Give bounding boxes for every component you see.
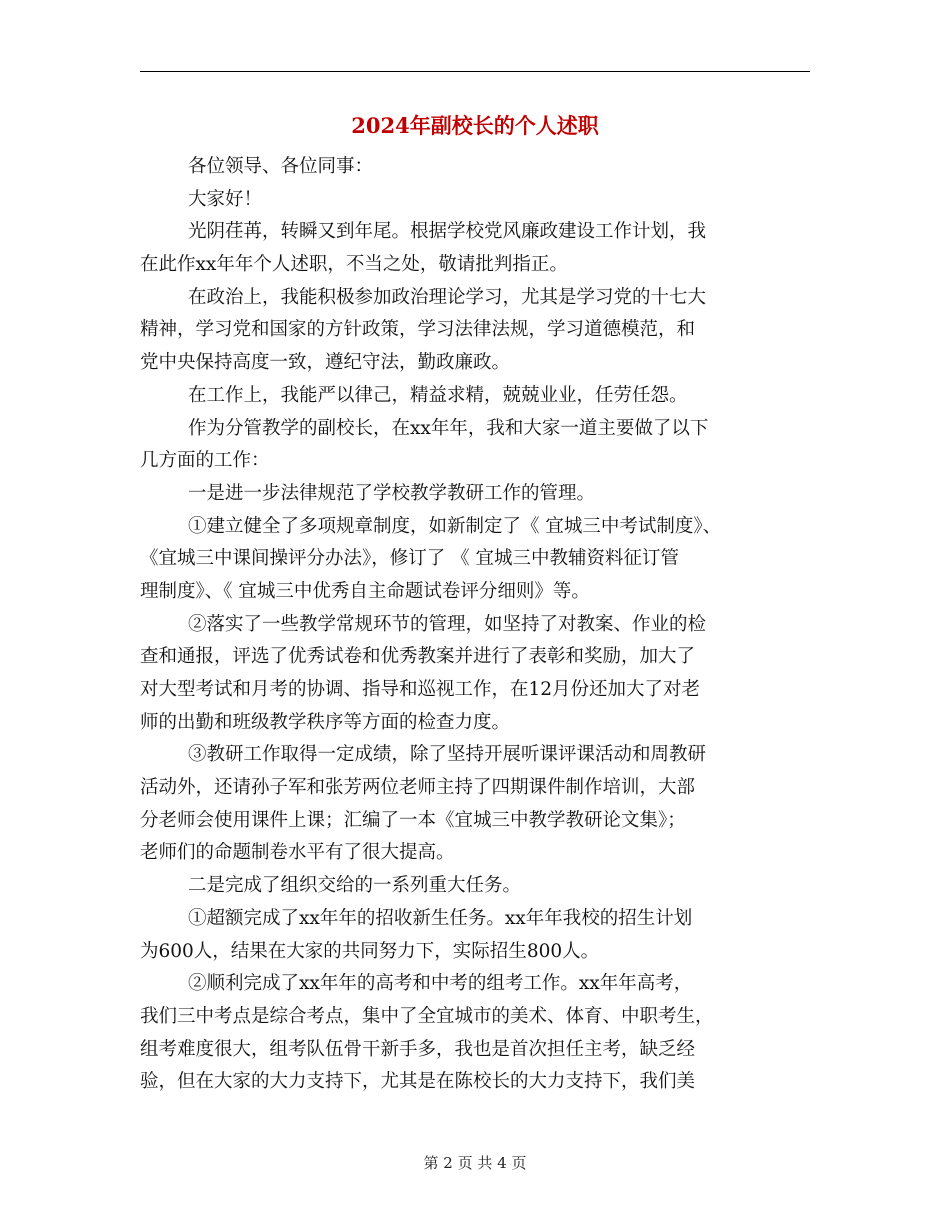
paragraph-line: 在政治上，我能积极参加政治理论学习，尤其是学习党的十七大 <box>188 286 707 308</box>
paragraph-line: 在工作上，我能严以律己，精益求精，兢兢业业，任劳任怨。 <box>188 384 688 406</box>
paragraph-line: 查和通报，评选了优秀试卷和优秀教案并进行了表彰和奖励，加大了 <box>140 646 696 668</box>
paragraph-line: 理制度》、《 宜城三中优秀自主命题试卷评分细则》等。 <box>140 580 590 602</box>
paragraph-line: 分老师会使用课件上课；汇编了一本《宜城三中教学教研论文集》； <box>140 809 686 831</box>
paragraph-line: 党中央保持高度一致，遵纪守法，勤政廉政。 <box>140 352 511 374</box>
paragraph-line: 《宜城三中课间操评分办法》，修订了 《 宜城三中教辅资料征订管 <box>140 548 680 570</box>
header-rule <box>140 71 810 72</box>
paragraph-line: 在此作xx年年个人述职，不当之处，敬请批判指正。 <box>140 254 568 276</box>
paragraph-line: 一是进一步法律规范了学校教学教研工作的管理。 <box>188 482 596 504</box>
paragraph-line: 为600人，结果在大家的共同努力下，实际招生800人。 <box>140 940 600 962</box>
paragraph-line: 作为分管教学的副校长，在xx年年，我和大家一道主要做了以下 <box>188 417 709 439</box>
paragraph-line: ③教研工作取得一定成绩，除了坚持开展听课评课活动和周教研 <box>188 744 707 766</box>
paragraph-line: 几方面的工作： <box>140 450 270 472</box>
paragraph-line: 活动外，还请孙子军和张芳两位老师主持了四期课件制作培训，大部 <box>140 777 696 799</box>
paragraph-line: 各位领导、各位同事： <box>188 156 374 177</box>
paragraph-line: 二是完成了组织交给的一系列重大任务。 <box>188 875 522 897</box>
paragraph-line: ①建立健全了多项规章制度，如新制定了《 宜城三中考试制度》、 <box>188 515 722 537</box>
document-title: 2024年副校长的个人述职 <box>351 113 599 138</box>
paragraph-line: 精神，学习党和国家的方针政策，学习法律法规，学习道德模范，和 <box>140 319 696 341</box>
paragraph-line: 验，但在大家的大力支持下，尤其是在陈校长的大力支持下，我们美 <box>140 1071 696 1093</box>
paragraph-line: 大家好！ <box>188 188 263 210</box>
paragraph-line: 对大型考试和月考的协调、指导和巡视工作，在12月份还加大了对老 <box>140 679 701 700</box>
paragraph-line: 老师们的命题制卷水平有了很大提高。 <box>140 842 455 864</box>
paragraph-line: 光阴荏苒，转瞬又到年尾。根据学校党风廉政建设工作计划，我 <box>188 221 707 243</box>
paragraph-line: 师的出勤和班级教学秩序等方面的检查力度。 <box>140 711 511 733</box>
paragraph-line: ②顺利完成了xx年年的高考和中考的组考工作。xx年年高考， <box>188 973 693 995</box>
paragraph-line: ②落实了一些教学常规环节的管理，如坚持了对教案、作业的检 <box>188 613 707 635</box>
document-body <box>140 151 840 1099</box>
paragraph-line: 组考难度很大，组考队伍骨干新手多，我也是首次担任主考，缺乏经 <box>140 1038 696 1060</box>
page-footer: 第 2 页 共 4 页 <box>423 1154 527 1172</box>
paragraph-line: ①超额完成了xx年年的招收新生任务。xx年年我校的招生计划 <box>188 907 693 929</box>
paragraph-line: 我们三中考点是综合考点，集中了全宜城市的美术、体育、中职考生， <box>140 1005 714 1027</box>
